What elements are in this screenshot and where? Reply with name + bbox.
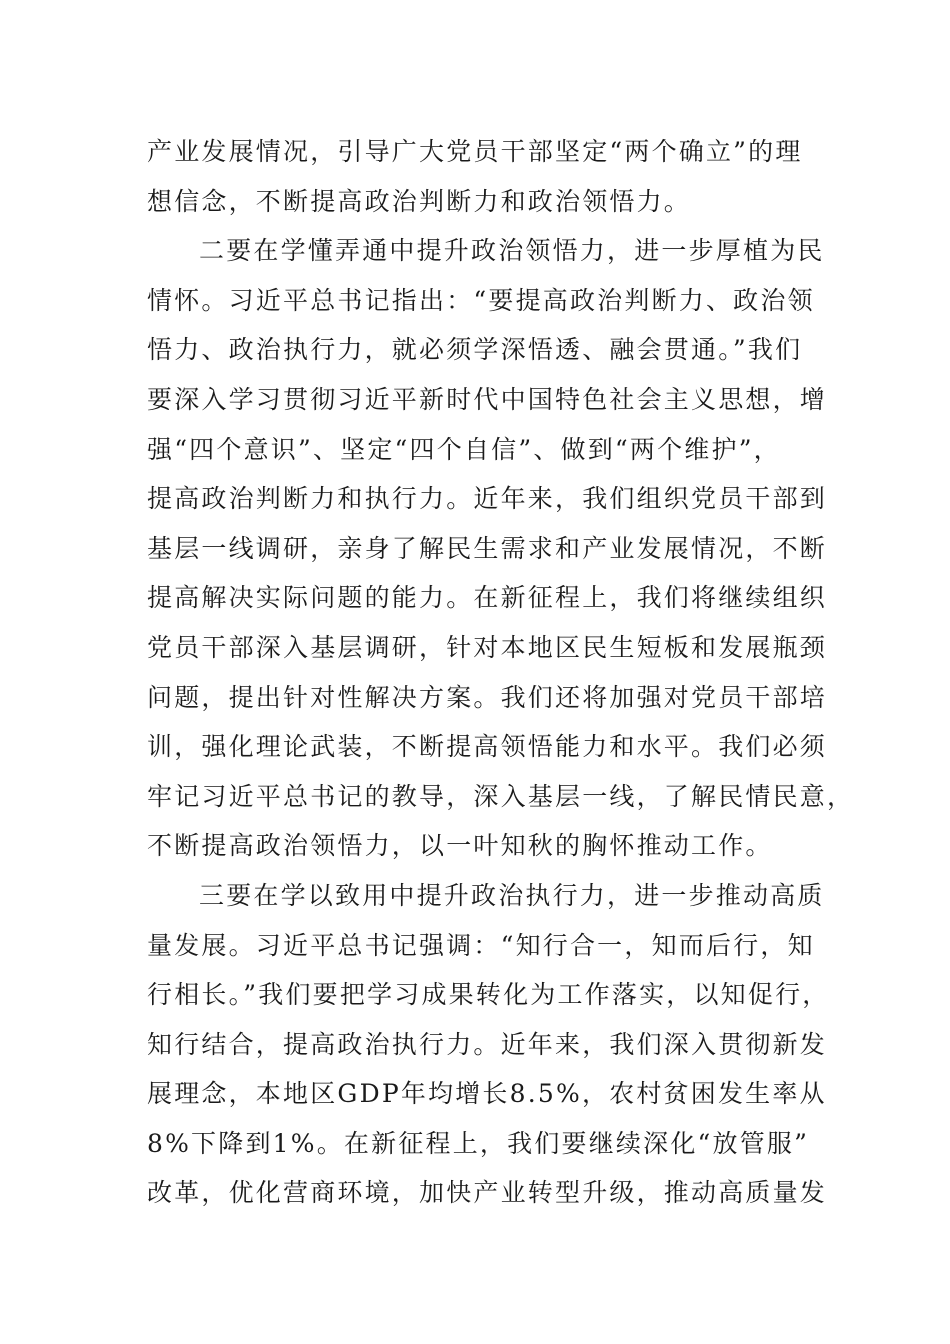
text-line: 产业发展情况，引导广大党员干部坚定“两个确立”的理 (147, 137, 803, 166)
text-line: 不断提高政治领悟力，以一叶知秋的胸怀推动工作。 (147, 831, 773, 861)
text-line: 强“四个意识”、坚定“四个自信”、做到“两个维护”， (147, 434, 781, 464)
text-line: 党员干部深入基层调研，针对本地区民生短板和发展瓶颈 (147, 632, 828, 662)
text-line: 展理念，本地区GDP年均增长8.5%，农村贫困发生率从 (147, 1079, 827, 1109)
text-line: 行相长。”我们要把学习成果转化为工作落实，以知促行， (147, 980, 830, 1010)
text-line: 想信念，不断提高政治判断力和政治领悟力。 (147, 186, 692, 216)
text-line: 基层一线调研，亲身了解民生需求和产业发展情况，不断 (147, 533, 828, 563)
text-line: 训，强化理论武装，不断提高领悟能力和水平。我们必须 (147, 732, 828, 762)
body-text (147, 127, 855, 1218)
text-line: 改革，优化营商环境，加快产业转型升级，推动高质量发 (147, 1178, 828, 1208)
text-line: 问题，提出针对性解决方案。我们还将加强对党员干部培 (147, 682, 828, 712)
text-line: 量发展。习近平总书记强调：“知行合一，知而后行，知 (147, 930, 815, 960)
paragraph-start-line: 三要在学以致用中提升政治执行力，进一步推动高质 (199, 880, 825, 910)
text-line: 8%下降到1%。在新征程上，我们要继续深化“放管服” (147, 1128, 810, 1158)
text-line: 提高政治判断力和执行力。近年来，我们组织党员干部到 (147, 484, 828, 514)
paragraph-start-line: 二要在学懂弄通中提升政治领悟力，进一步厚植为民 (199, 236, 825, 266)
text-line: 牢记习近平总书记的教导，深入基层一线，了解民情民意， (147, 781, 855, 811)
text-line: 要深入学习贯彻习近平新时代中国特色社会主义思想，增 (147, 384, 828, 414)
text-line: 情怀。习近平总书记指出：“要提高政治判断力、政治领 (147, 285, 815, 315)
text-line: 悟力、政治执行力，就必须学深悟透、融会贯通。”我们 (147, 335, 803, 365)
text-line: 知行结合，提高政治执行力。近年来，我们深入贯彻新发 (147, 1029, 828, 1059)
text-line: 提高解决实际问题的能力。在新征程上，我们将继续组织 (147, 583, 828, 613)
